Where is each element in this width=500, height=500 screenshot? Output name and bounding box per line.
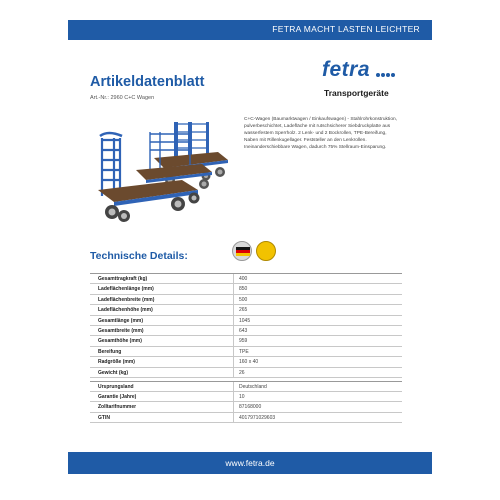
header-slogan: FETRA MACHT LASTEN LEICHTER xyxy=(272,24,420,34)
spec-value: 500 xyxy=(239,296,248,303)
logo-subtitle: Transportgeräte xyxy=(324,88,389,98)
header-bar xyxy=(68,20,432,40)
spec-label: Garantie (Jahre) xyxy=(90,392,234,401)
spec-label: Gesamtbreite (mm) xyxy=(90,326,234,335)
warranty-seal-badge-icon xyxy=(256,241,276,261)
spec-row xyxy=(90,413,402,423)
spec-row xyxy=(90,284,402,294)
spec-label: Gesamttragkraft (kg) xyxy=(90,274,234,283)
spec-row xyxy=(90,357,402,367)
spec-row xyxy=(90,402,402,412)
spec-value: TPE xyxy=(239,348,249,355)
spec-label: Bereifung xyxy=(90,347,234,356)
spec-row xyxy=(90,316,402,326)
spec-value: 160 x 40 xyxy=(239,359,259,366)
spec-label: Ladeflächenbreite (mm) xyxy=(90,295,234,304)
spec-value: Deutschland xyxy=(239,383,267,390)
spec-label: GTIN xyxy=(90,413,234,422)
spec-label: Gesamthöhe (mm) xyxy=(90,336,234,345)
spec-label: Radgröße (mm) xyxy=(90,357,234,366)
section-title: Technische Details: xyxy=(90,250,188,262)
spec-row xyxy=(90,392,402,402)
spec-label: Ladeflächenhöhe (mm) xyxy=(90,305,234,314)
spec-value: 959 xyxy=(239,338,248,345)
spec-row xyxy=(90,305,402,315)
spec-row xyxy=(90,347,402,357)
spec-label: Zolltarifnummer xyxy=(90,402,234,411)
logo-wordmark: fetra xyxy=(322,58,371,81)
spec-value: 10 xyxy=(239,393,245,400)
footer-website-link[interactable]: www.fetra.de xyxy=(225,458,275,468)
spec-label: Gewicht (kg) xyxy=(90,368,234,377)
product-description: C+C-Wagen (Baumarktwagen / Einkaufswagen) - Stahlrohrkonstruktion, pulverbeschichtet, Ladefläche mit rutschsicherer Siebdruckplatte aus wasserfestem Sperrholz. 2 Lenk- und 2 Bockrollen, TPE-Bereifung, Naben mit Rillenkugellager. Feststeller an den Lenkrollen. Ineinanderschiebbare Wagen, dadurch 75% Stellraum-Einsparung. xyxy=(244,117,397,150)
spec-value: 265 xyxy=(239,307,248,314)
cart-front xyxy=(100,133,122,196)
spec-row xyxy=(90,326,402,336)
spec-row xyxy=(90,368,402,378)
spec-value: 1045 xyxy=(239,317,251,324)
spec-row xyxy=(90,382,402,392)
logo-dots-icon xyxy=(376,64,396,82)
spec-value: 850 xyxy=(239,286,248,293)
spec-row xyxy=(90,336,402,346)
spec-value: 87168000 xyxy=(239,404,262,411)
product-image xyxy=(90,118,230,222)
article-number: Art.-Nr.: 2960 C+C Wagen xyxy=(90,95,155,101)
spec-row xyxy=(90,295,402,305)
fetra-logo[interactable] xyxy=(320,58,400,102)
spec-value: 643 xyxy=(239,327,248,334)
spec-label: Gesamtlänge (mm) xyxy=(90,316,234,325)
spec-label: Ursprungsland xyxy=(90,382,234,391)
footer-bar xyxy=(68,452,432,474)
made-in-germany-badge-icon xyxy=(232,241,252,261)
spec-value: 4017971029603 xyxy=(239,414,276,421)
datasheet-page xyxy=(68,0,432,500)
specs-table xyxy=(90,273,402,423)
spec-value: 400 xyxy=(239,276,248,282)
spec-label: Ladeflächenlänge (mm) xyxy=(90,284,234,293)
page-title: Artikeldatenblatt xyxy=(90,74,205,90)
spec-value: 26 xyxy=(239,369,245,376)
spec-row xyxy=(90,274,402,284)
